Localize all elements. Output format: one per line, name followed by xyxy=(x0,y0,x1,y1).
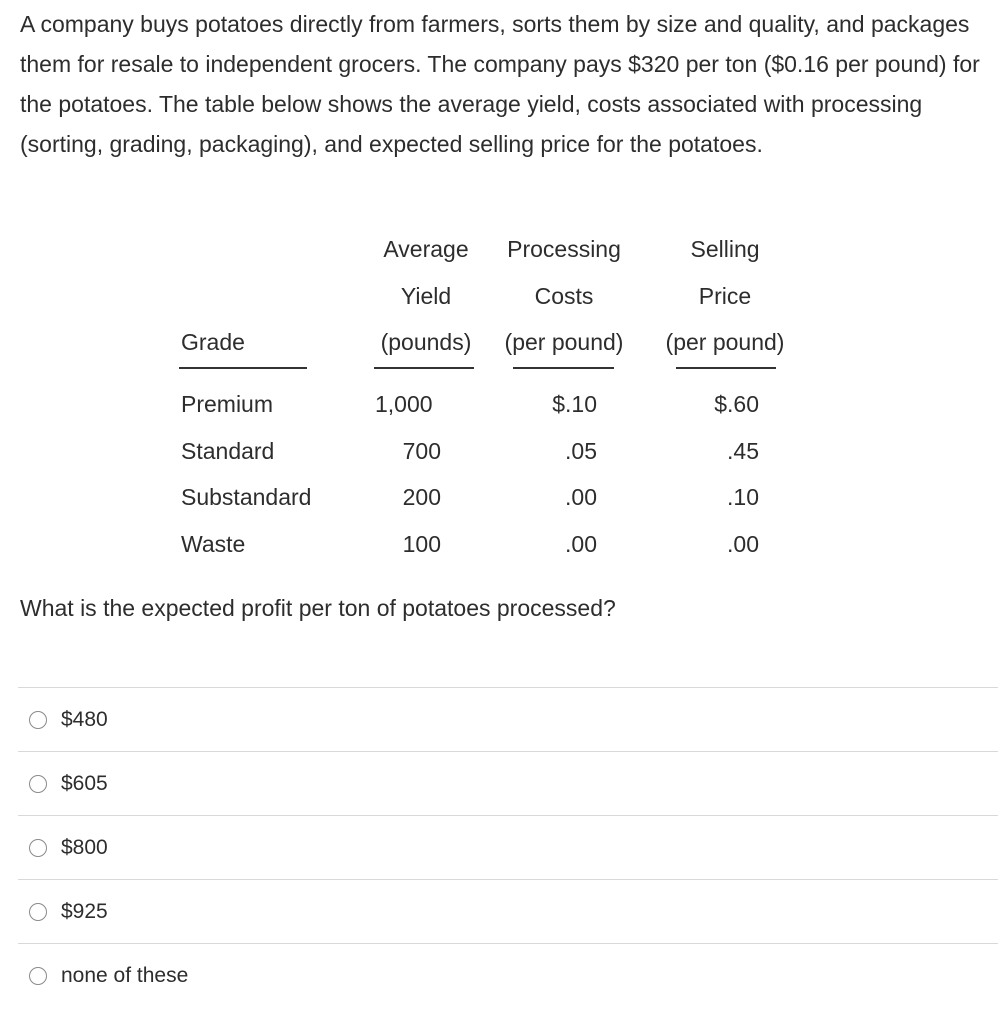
header-price-line-1: Selling xyxy=(690,236,760,262)
answer-options xyxy=(18,687,998,1007)
option-label: $480 xyxy=(61,707,108,731)
row-premium-cost: $.10 xyxy=(552,391,597,417)
radio-button[interactable] xyxy=(29,839,47,857)
header-cost-line-1: Processing xyxy=(507,236,621,262)
question-text: A company buys potatoes directly from farmers, sorts them by size and quality, and packages them for resale to independent grocers. The company pays $320 per ton ($0.16 per pound) for the potatoes. The table below shows the average yield, costs associated with processing (sorting, grading, packaging), and expected selling price for the potatoes. xyxy=(20,11,980,157)
row-standard-cost: .05 xyxy=(565,438,597,464)
row-substandard-cost: .00 xyxy=(565,484,597,510)
row-waste-price: .00 xyxy=(727,531,759,557)
row-substandard-price: .10 xyxy=(727,484,759,510)
option-480[interactable] xyxy=(18,687,998,751)
row-substandard-grade: Substandard xyxy=(181,484,312,510)
yield-header-rule xyxy=(374,367,474,369)
radio-button[interactable] xyxy=(29,775,47,793)
radio-button[interactable] xyxy=(29,903,47,921)
row-waste-cost: .00 xyxy=(565,531,597,557)
option-none-of-these[interactable] xyxy=(18,943,998,1007)
header-yield-line-2: Yield xyxy=(400,283,452,309)
option-label: $925 xyxy=(61,899,108,923)
cost-header-rule xyxy=(513,367,614,369)
option-605[interactable] xyxy=(18,751,998,815)
header-cost-line-2: Costs xyxy=(534,283,594,309)
row-premium-price: $.60 xyxy=(714,391,759,417)
row-standard-yield: 700 xyxy=(402,438,441,464)
header-grade: Grade xyxy=(181,329,245,355)
row-standard-grade: Standard xyxy=(181,438,275,464)
header-cost-line-3: (per pound) xyxy=(504,329,624,355)
radio-button[interactable] xyxy=(29,967,47,985)
option-label: $605 xyxy=(61,771,108,795)
option-label: none of these xyxy=(61,963,189,987)
row-waste-grade: Waste xyxy=(181,531,246,557)
header-yield-line-3: (pounds) xyxy=(380,329,472,355)
sub-question-text: What is the expected profit per ton of potatoes processed? xyxy=(20,595,616,621)
option-800[interactable] xyxy=(18,815,998,879)
price-header-rule xyxy=(676,367,776,369)
option-label: $800 xyxy=(61,835,108,859)
row-substandard-yield: 200 xyxy=(402,484,441,510)
row-premium-yield: 1,000 xyxy=(375,391,433,417)
radio-button[interactable] xyxy=(29,711,47,729)
header-yield-line-1: Average xyxy=(383,236,469,262)
row-standard-price: .45 xyxy=(727,438,759,464)
header-price-line-3: (per pound) xyxy=(665,329,785,355)
header-price-line-2: Price xyxy=(698,283,752,309)
row-waste-yield: 100 xyxy=(402,531,441,557)
grade-header-rule xyxy=(179,367,307,369)
option-925[interactable] xyxy=(18,879,998,943)
row-premium-grade: Premium xyxy=(181,391,274,417)
